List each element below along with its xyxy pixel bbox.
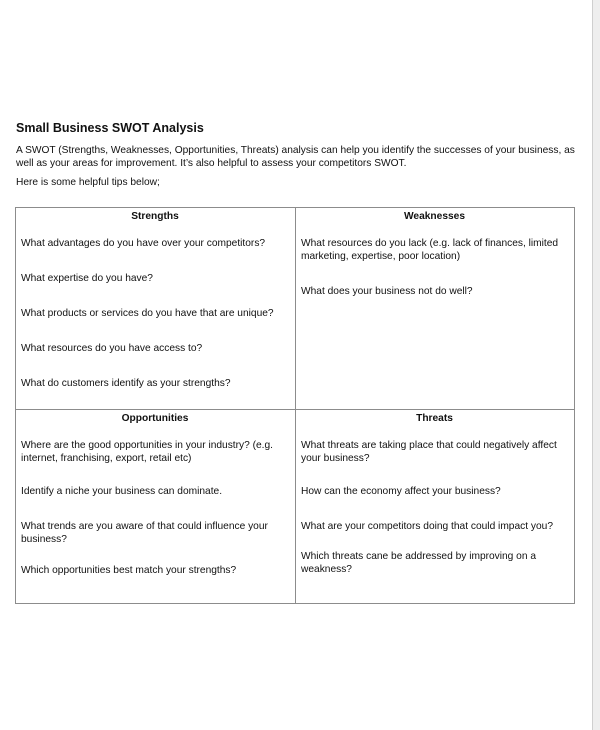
strengths-cell	[16, 208, 296, 410]
threats-item: How can the economy affect your business?	[301, 486, 501, 497]
strengths-item: What do customers identify as your strengths?	[21, 378, 231, 389]
weaknesses-item: What resources do you lack (e.g. lack of finances, limited marketing, expertise, poor location)	[301, 238, 559, 262]
opportunities-list	[21, 427, 289, 577]
opportunities-item: What trends are you aware of that could influence your business?	[21, 521, 268, 545]
weaknesses-list	[301, 225, 568, 298]
opportunities-item: Identify a niche your business can dominate.	[21, 486, 223, 497]
opportunities-item: Which opportunities best match your strengths?	[21, 565, 237, 576]
threats-item: Which threats cane be addressed by improving on a weakness?	[301, 551, 537, 575]
strengths-item: What expertise do you have?	[21, 273, 153, 284]
tips-line: Here is some helpful tips below;	[16, 177, 160, 188]
threats-list	[301, 427, 568, 576]
opportunities-item: Where are the good opportunities in your industry? (e.g. internet, franchising, export, retail etc)	[21, 440, 274, 464]
threats-item: What threats are taking place that could negatively affect your business?	[301, 440, 557, 464]
swot-table	[15, 207, 575, 604]
threats-item: What are your competitors doing that could impact you?	[301, 521, 553, 532]
threats-cell	[296, 410, 575, 604]
swot-row-bottom	[16, 410, 575, 604]
weaknesses-heading: Weaknesses	[404, 211, 465, 222]
strengths-item: What resources do you have access to?	[21, 343, 203, 354]
weaknesses-item: What does your business not do well?	[301, 286, 473, 297]
document-title: Small Business SWOT Analysis	[16, 121, 204, 135]
opportunities-cell	[16, 410, 296, 604]
opportunities-heading: Opportunities	[121, 413, 189, 424]
threats-heading: Threats	[416, 413, 453, 424]
strengths-heading: Strengths	[131, 211, 179, 222]
intro-paragraph: A SWOT (Strengths, Weaknesses, Opportunities, Threats) analysis can help you identify the successes of your business, as well as your areas for improvement. It’s also helpful to assess your competitors SWOT.	[16, 145, 575, 169]
swot-row-top	[16, 208, 575, 410]
weaknesses-cell	[296, 208, 575, 410]
strengths-item: What advantages do you have over your competitors?	[21, 238, 266, 249]
strengths-item: What products or services do you have that are unique?	[21, 308, 274, 319]
strengths-list	[21, 225, 289, 390]
